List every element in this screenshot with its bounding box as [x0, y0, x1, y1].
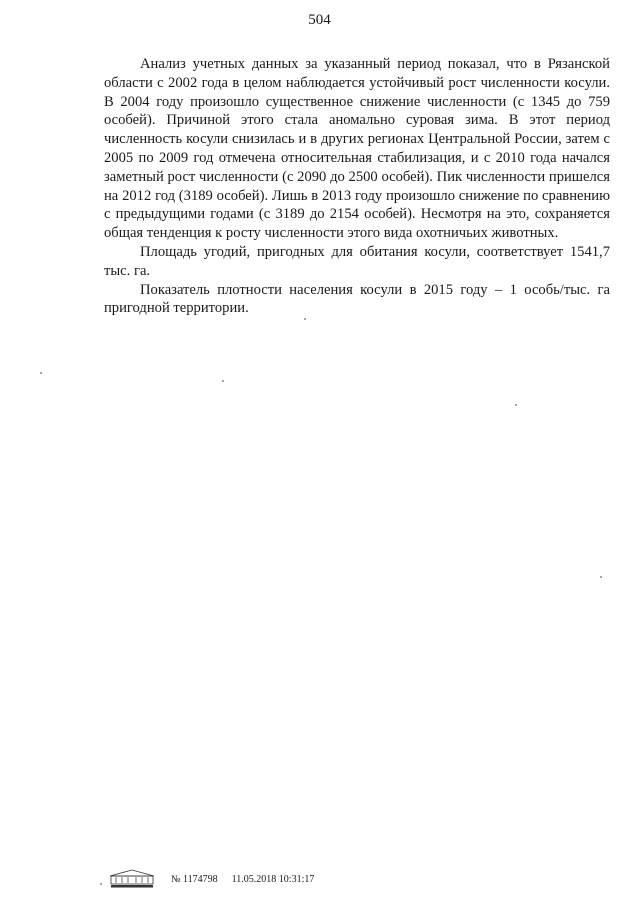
scan-speck	[40, 372, 42, 374]
page-number: 504	[308, 12, 331, 28]
paragraph-area: Площадь угодий, пригодных для обитания косули, соответствует 1541,7 тыс. га.	[104, 243, 610, 279]
scan-speck	[222, 380, 224, 382]
scan-speck	[515, 404, 517, 406]
scan-speck	[600, 576, 602, 578]
document-body	[104, 55, 610, 318]
document-number: № 1174798	[171, 874, 218, 885]
scan-speck	[304, 318, 306, 320]
paragraph-density: Показатель плотности населения косули в 2015 году – 1 особь/тыс. га пригодной территории.	[104, 281, 610, 317]
registry-seal-icon	[107, 868, 157, 888]
paragraph-analysis: Анализ учетных данных за указанный период показал, что в Рязанской области с 2002 года в целом наблюдается устойчивый рост численности косули. В 2004 году произошло существенное снижение численности (с 1345 до 759 особей). Причиной этого стала аномально суровая зима. В этот период численность косули снизилась и в других регионах Центральной России, затем с 2005 по 2009 год отмечена относительная стабилизация, и с 2010 года начался заметный рост численности (с 2090 до 2500 особей). Пик численности пришелся на 2012 год (3189 особей). Лишь в 2013 году произошло снижение по сравнению с предыдущими годами (с 3189 до 2154 особей). Несмотря на это, сохраняется общая тенденция к росту численности этого вида охотничьих животных.	[104, 56, 610, 242]
registry-footer	[107, 868, 314, 888]
registration-datetime: 11.05.2018 10:31:17	[231, 874, 315, 885]
scan-speck	[100, 883, 102, 885]
